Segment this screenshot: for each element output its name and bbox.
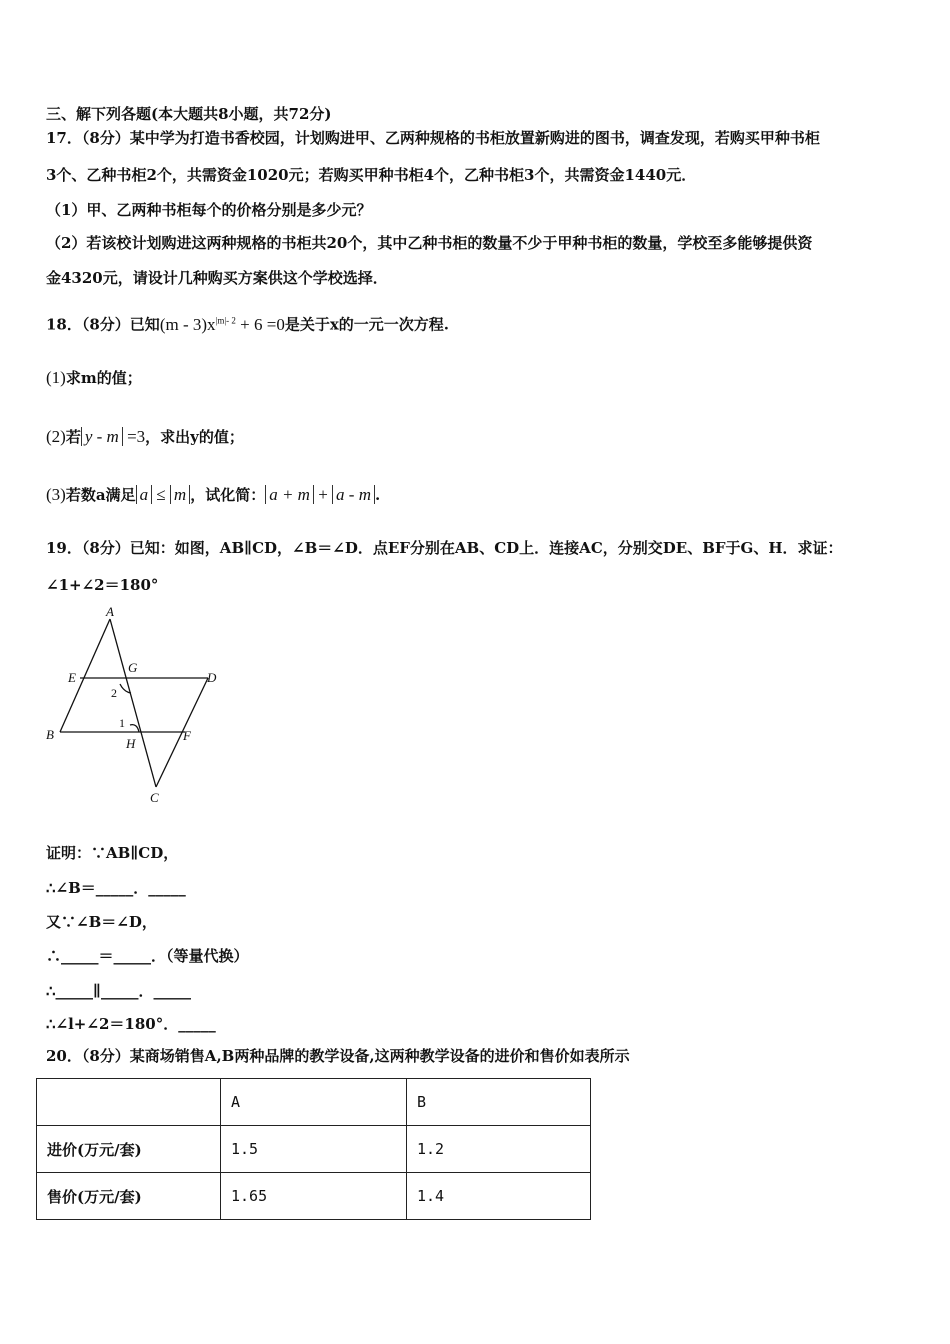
- section-title: 三、解下列各题(本大题共8小题，共72分): [46, 105, 332, 123]
- table-cell: 1.4: [407, 1173, 591, 1220]
- q17-line-1: 17．（8分）某中学为打造书香校园，计划购进甲、乙两种规格的书柜放置新购进的图书，调查发现，若购买甲种书柜: [46, 129, 820, 147]
- table-row: [37, 1126, 591, 1173]
- table-header-row: [37, 1079, 591, 1126]
- angle-1-arc: [130, 725, 139, 732]
- table-cell: B: [407, 1079, 591, 1126]
- table-cell: [37, 1079, 221, 1126]
- q18-equation-tail: + 6 =0: [235, 314, 285, 334]
- q18-part-1: [46, 368, 142, 388]
- q18-part-3-end: .: [375, 486, 381, 504]
- q18-part-3-abs-sum: a + m: [265, 485, 314, 504]
- q19-line-2: ∠1+∠2＝180°: [46, 576, 159, 594]
- q20-text: 20．（8分）某商场销售A,B两种品牌的教学设备,这两种教学设备的进价和售价如表所示: [46, 1047, 630, 1065]
- q18-part-3-abs-diff: a - m: [332, 485, 375, 504]
- table-cell: 1.5: [221, 1126, 407, 1173]
- q18-part-1-text: 求m的值；: [65, 369, 142, 387]
- q18-part-3-abs-m: m: [170, 485, 190, 504]
- table-cell: A: [221, 1079, 407, 1126]
- table-cell: 1.65: [221, 1173, 407, 1220]
- label-G: G: [128, 660, 138, 675]
- label-F: F: [183, 728, 191, 743]
- label-E: E: [68, 670, 76, 685]
- q18-exponent: |m|- 2: [215, 315, 236, 325]
- q18-part-2-abs: y - m: [81, 427, 123, 446]
- table-row: [37, 1173, 591, 1220]
- q17-line-2: 3个、乙种书柜2个，共需资金1020元；若购买甲种书柜4个，乙种书柜3个，共需资金1440元．: [46, 166, 697, 184]
- q18-part-2-number: (2): [46, 427, 66, 446]
- table-cell: 售价(万元/套): [37, 1173, 221, 1220]
- price-table: [36, 1078, 591, 1220]
- proof-line-5: ∴_____∥_____．_____: [46, 982, 191, 1000]
- q18-part-3-abs-a: a: [136, 485, 153, 504]
- label-angle-1: 1: [119, 716, 125, 730]
- label-C: C: [150, 790, 159, 805]
- q18-part-2: [46, 427, 244, 447]
- q18-part-3-pre: 若数a满足: [65, 486, 136, 504]
- q18-part-3-plus: +: [313, 485, 333, 504]
- table-cell: 进价(万元/套): [37, 1126, 221, 1173]
- q18-equation: [160, 315, 285, 334]
- q18-prefix: 18．（8分）已知: [46, 315, 160, 334]
- q18-part-3-mid: ，试化简：: [190, 486, 266, 504]
- q18-part-2-eq: =3: [122, 427, 146, 446]
- label-angle-2: 2: [111, 686, 117, 700]
- label-D: D: [207, 670, 217, 685]
- q18-part-2-pre: 若: [65, 428, 81, 446]
- label-A: A: [106, 604, 114, 619]
- q20-line: [46, 1046, 630, 1066]
- line-AC: [110, 619, 156, 787]
- q18-suffix: 是关于x的一元一次方程.: [284, 315, 449, 334]
- q17-part-2-line-1: （2）若该校计划购进这两种规格的书柜共20个，其中乙种书柜的数量不少于甲种书柜的数量，学校至多能够提供资: [46, 234, 813, 252]
- proof-line-4: ∴_____＝_____．（等量代换）: [46, 947, 249, 965]
- q19-line-1: 19．（8分）已知：如图，AB∥CD，∠B＝∠D．点EF分别在AB、CD上．连接AC，分别交DE、BF于G、H．求证：: [46, 539, 843, 557]
- label-B: B: [46, 727, 54, 742]
- q18-part-2-post: ，求出y的值；: [145, 428, 244, 446]
- table-cell: 1.2: [407, 1126, 591, 1173]
- q18-statement: [46, 310, 449, 335]
- label-H: H: [126, 736, 136, 751]
- proof-line-6: ∴∠l+∠2＝180°．_____: [46, 1015, 216, 1033]
- proof-line-2: ∴∠B＝_____．_____: [46, 879, 186, 897]
- q18-part-1-number: (1): [46, 368, 66, 387]
- q18-part-3-le: ≤: [152, 485, 170, 504]
- proof-line-1: 证明：∵AB∥CD，: [46, 844, 179, 862]
- proof-line-3: 又∵∠B＝∠D，: [46, 913, 157, 931]
- q18-equation-base: (m - 3)x: [159, 314, 216, 334]
- q17-part-2-line-2: 金4320元，请设计几种购买方案供这个学校选择．: [46, 269, 388, 287]
- q18-part-3-number: (3): [46, 485, 66, 504]
- geometry-figure: [40, 602, 230, 807]
- q17-part-1: （1）甲、乙两种书柜每个的价格分别是多少元？: [46, 201, 372, 219]
- q18-part-3: [46, 485, 380, 505]
